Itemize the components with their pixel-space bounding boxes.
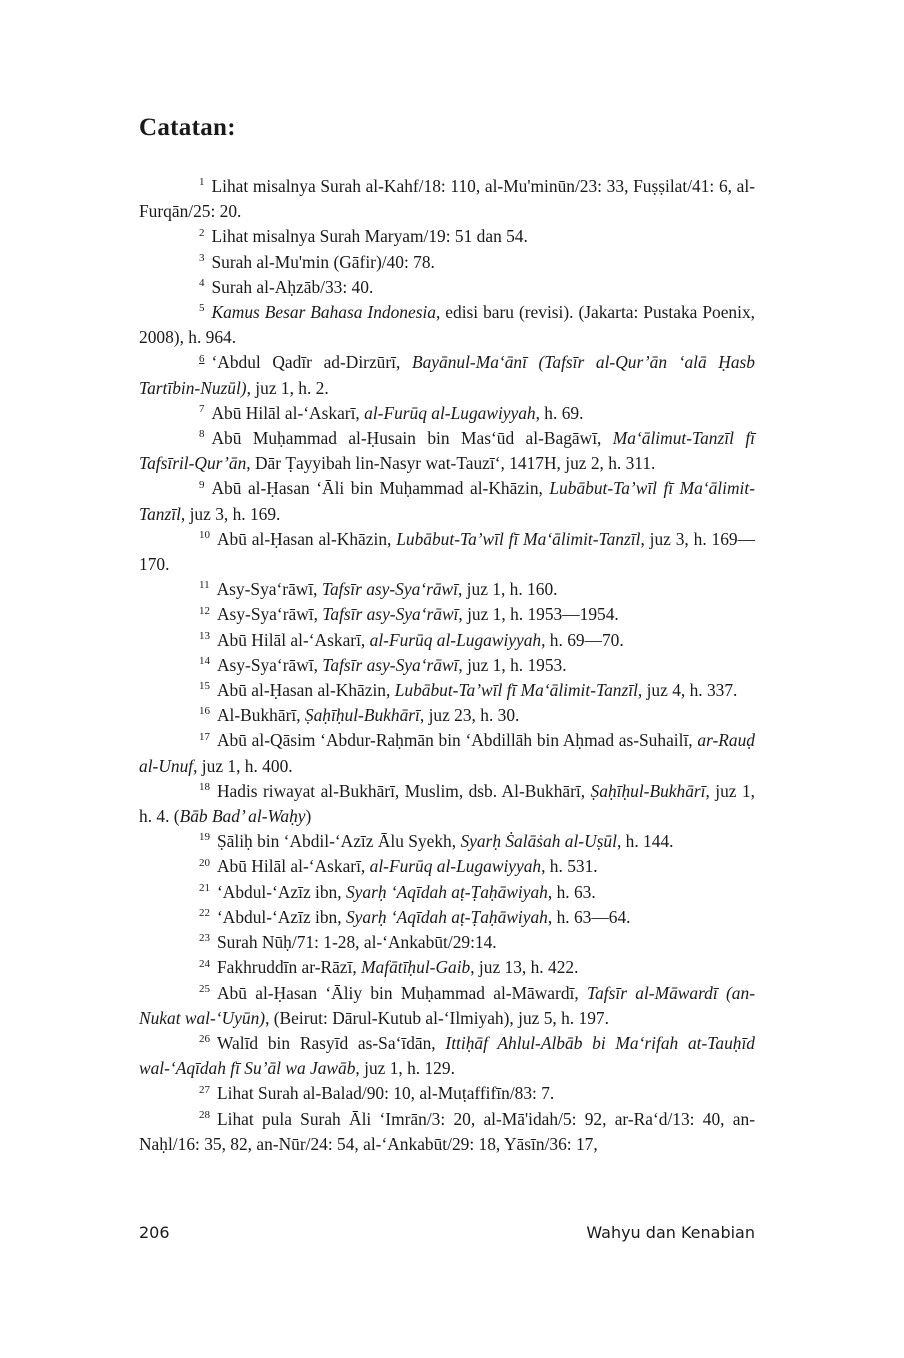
footnote-title: Ṣaḥīḥul-Bukhārī [590, 780, 706, 801]
footnote-number: 23 [199, 932, 210, 945]
footnote-text: , h. 144. [616, 831, 674, 852]
footnote-item [139, 653, 755, 678]
footnote-text: Surah al-Aḥzāb/33: 40. [211, 276, 374, 297]
footnote-text: , juz 13, h. 422. [470, 957, 579, 978]
footnote-title: Kamus Besar Bahasa Indonesia [211, 302, 436, 323]
footnote-number: 7 [199, 403, 205, 416]
footnote-text: , juz 1, h. 1953. [458, 654, 567, 675]
footnote-number: 22 [199, 907, 210, 920]
footnote-title: Tafsīr asy-Sya‘rāwī [322, 604, 459, 625]
footnote-text: , Dār Ṭayyibah lin-Nasyr wat-Tauzī‘, 1417H, juz 2, h. 311. [246, 453, 656, 474]
footnote-item [139, 577, 755, 602]
footnote-item [139, 401, 755, 426]
footnote-number: 1 [199, 176, 205, 189]
footnote-text: Abū al-Ḥasan ‘Āliy bin Muḥammad al-Māwardī, [217, 982, 587, 1003]
footnote-title: al-Furūq al-Lugawiyyah [364, 402, 536, 423]
footnote-text: Abū Hilāl al-‘Askarī, [217, 629, 370, 650]
footnote-item [139, 174, 755, 224]
footnote-title: Syarḥ ‘Aqīdah aṭ-Ṭaḥāwiyah [345, 881, 548, 902]
footnote-item [139, 602, 755, 627]
footnote-text: Walīd bin Rasyīd as-Sa‘īdān, [217, 1032, 446, 1053]
footnote-number: 9 [199, 478, 205, 491]
footnote-text: Surah al-Mu'min (Gāfir)/40: 78. [211, 251, 435, 272]
footnote-item [139, 250, 755, 275]
footnote-item [139, 829, 755, 854]
footnote-item [139, 905, 755, 930]
footnote-text: , h. 63—64. [547, 906, 631, 927]
footnote-text: , h. 69. [535, 402, 584, 423]
footnote-text: ‘Abdul-‘Azīz ibn, [217, 906, 346, 927]
footnote-number: 3 [199, 251, 205, 264]
footnote-text: , juz 1, h. 4. ( [139, 780, 755, 827]
footnote-text: , juz 23, h. 30. [419, 705, 520, 726]
footnote-title: Lubābut-Ta’wīl fī Ma‘ālimit-Tanzīl [394, 680, 638, 701]
footnote-text: Abū Muḥammad al-Ḥusain bin Mas‘ūd al-Bagāwī, [211, 428, 613, 449]
footnote-list [139, 174, 755, 1157]
footnote-number: 21 [199, 881, 210, 894]
footnote-number: 12 [199, 604, 210, 617]
footnote-item [139, 779, 755, 829]
footnote-number: 8 [199, 428, 205, 441]
footnote-text: , juz 3, h. 169. [180, 503, 281, 524]
footnote-title: Ittiḥāf Ahlul-Albāb bi Ma‘rifah at-Tauḥīd wal-‘Aqīdah fī Su’āl wa Jawāb [139, 1032, 755, 1079]
footnote-item [139, 1081, 755, 1106]
footnote-text: , h. 63. [547, 881, 596, 902]
footnote-item [139, 880, 755, 905]
footnote-number: 17 [199, 730, 210, 743]
footnote-text: Asy-Sya‘rāwī, [216, 579, 322, 600]
footnote-text: Asy-Sya‘rāwī, [217, 654, 323, 675]
footnote-title: Lubābut-Ta’wīl fī Ma‘ālimit-Tanzīl [396, 528, 641, 549]
footnote-title: Tafsīr asy-Sya‘rāwī [322, 654, 459, 675]
footnote-text: ‘Abdul Qadīr ad-Dirzūrī, [211, 352, 412, 373]
footnote-title: Bayānul-Ma‘ānī (Tafsīr al-Qur’ān ‘alā Ḥasb Tartībin-Nuzūl) [139, 352, 755, 398]
footnote-title: Lubābut-Ta’wīl fī Ma‘ālimit-Tanzīl [139, 478, 755, 524]
footnote-number: 14 [199, 655, 210, 668]
footnote-item [139, 224, 755, 249]
footnote-number: 18 [199, 781, 210, 794]
footnote-text: Lihat misalnya Surah al-Kahf/18: 110, al-Mu'minūn/23: 33, Fuṣṣilat/41: 6, al-Furqān/25: 20. [139, 176, 755, 222]
footnote-text: Ṣāliḥ bin ‘Abdil-‘Azīz Ālu Syekh, [217, 831, 461, 852]
page-heading: Catatan: [139, 114, 236, 141]
footnote-text: Abū Hilāl al-‘Askarī, [211, 402, 365, 423]
page-footer [139, 1223, 755, 1242]
footnote-text: Surah Nūḥ/71: 1-28, al-‘Ankabūt/29:14. [217, 932, 497, 953]
footnote-text: Abū al-Ḥasan al-Khāzin, [217, 528, 397, 549]
footnote-item [139, 728, 755, 778]
footnote-text: , juz 3, h. 169—170. [139, 528, 756, 575]
footnote-text: , juz 1, h. 2. [246, 377, 329, 398]
footnote-text: ‘Abdul-‘Azīz ibn, [217, 881, 346, 902]
footnote-item [139, 1031, 755, 1081]
footnote-text: Lihat misalnya Surah Maryam/19: 51 dan 54. [211, 226, 528, 247]
footnote-item [139, 300, 755, 350]
footnote-number: 2 [199, 226, 205, 239]
footnote-title: Mafātīḥul-Gaib [361, 957, 471, 978]
footnote-number: 28 [199, 1108, 210, 1121]
footnote-number: 24 [199, 957, 210, 970]
footnote-number: 26 [199, 1033, 210, 1046]
footnote-item [139, 527, 755, 577]
footnote-item [139, 628, 755, 653]
footnote-title: Syarḥ ‘Aqīdah aṭ-Ṭaḥāwiyah [345, 906, 548, 927]
footnote-title: Tafsīr al-Māwardī (an-Nukat wal-‘Uyūn) [139, 982, 755, 1028]
footnote-number: 16 [199, 705, 210, 718]
footnote-number: 6 [199, 352, 205, 365]
footnote-text: , edisi baru (revisi). (Jakarta: Pustaka Poenix, 2008), h. 964. [139, 302, 755, 348]
footnote-number: 11 [199, 579, 210, 592]
footnote-text: Hadis riwayat al-Bukhārī, Muslim, dsb. Al-Bukhārī, [217, 780, 591, 801]
footnote-title: al-Furūq al-Lugawiyyah [369, 856, 542, 877]
footnote-item [139, 426, 755, 476]
footnote-item [139, 703, 755, 728]
footnote-text: , juz 1, h. 129. [355, 1058, 455, 1079]
footnote-item [139, 955, 755, 980]
footnote-number: 20 [199, 856, 210, 869]
footnote-text: Abū al-Qāsim ‘Abdur-Raḥmān bin ‘Abdillāh bin Aḥmad as-Suhailī, [217, 730, 698, 751]
footnote-item [139, 476, 755, 526]
footnote-item [139, 678, 755, 703]
footnote-number: 5 [199, 302, 205, 315]
footnote-title: ar-Rauḍ al-Unuf [139, 730, 755, 776]
footnote-text: Al-Bukhārī, [217, 705, 305, 726]
footnote-text: Fakhruddīn ar-Rāzī, [217, 957, 362, 978]
footnote-text: , juz 1, h. 1953—1954. [458, 604, 619, 625]
footnote-item [139, 1107, 755, 1157]
footnote-title: Bāb Bad’ al-Waḥy [179, 806, 306, 827]
footnote-number: 25 [199, 982, 210, 995]
footnote-title: Ṣaḥīḥul-Bukhārī [304, 705, 420, 726]
footnote-item [139, 854, 755, 879]
footnote-text: , juz 1, h. 160. [457, 579, 558, 600]
footnote-number: 19 [199, 831, 210, 844]
footnote-text: Lihat pula Surah Āli ‘Imrān/3: 20, al-Mā'idah/5: 92, ar-Ra‘d/13: 40, an-Naḥl/16: 35, 82, an-Nūr/24: 54, al-‘Ankabūt/29: 18, Yāsīn/36: 17, [139, 1108, 755, 1154]
footnote-item [139, 930, 755, 955]
footnote-text: ) [305, 806, 312, 827]
footnote-text: , juz 1, h. 400. [193, 755, 293, 776]
footnote-title: Ma‘ālimut-Tanzīl fī Tafsīril-Qur’ān [139, 428, 755, 474]
footnote-text: Abū Hilāl al-‘Askarī, [217, 856, 370, 877]
footnote-number: 4 [199, 277, 205, 290]
footnote-title: al-Furūq al-Lugawiyyah [369, 629, 542, 650]
footnote-title: Syarḥ Ṡalāṡah al-Uṣūl [460, 831, 617, 852]
footnote-number: 27 [199, 1083, 210, 1096]
footnote-title: Tafsīr asy-Sya‘rāwī [321, 579, 458, 600]
footnote-text: Abū al-Ḥasan al-Khāzin, [217, 680, 395, 701]
footnote-text: , juz 4, h. 337. [637, 680, 738, 701]
footnote-item [139, 275, 755, 300]
footnote-text: , (Beirut: Dārul-Kutub al-‘Ilmiyah), juz 5, h. 197. [265, 1007, 609, 1028]
footnote-number: 10 [199, 529, 210, 542]
footnote-text: Abū al-Ḥasan ‘Āli bin Muḥammad al-Khāzin, [211, 478, 550, 499]
footnote-text: , h. 69—70. [541, 629, 624, 650]
book-title: Wahyu dan Kenabian [586, 1223, 755, 1242]
page-number: 206 [139, 1223, 170, 1242]
footnote-text: Asy-Sya‘rāwī, [217, 604, 323, 625]
footnote-text: , h. 531. [541, 856, 598, 877]
footnote-number: 13 [199, 629, 210, 642]
footnote-number: 15 [199, 680, 210, 693]
footnote-text: Lihat Surah al-Balad/90: 10, al-Muṭaffifīn/83: 7. [217, 1083, 555, 1104]
footnote-item [139, 350, 755, 400]
footnote-item [139, 981, 755, 1031]
